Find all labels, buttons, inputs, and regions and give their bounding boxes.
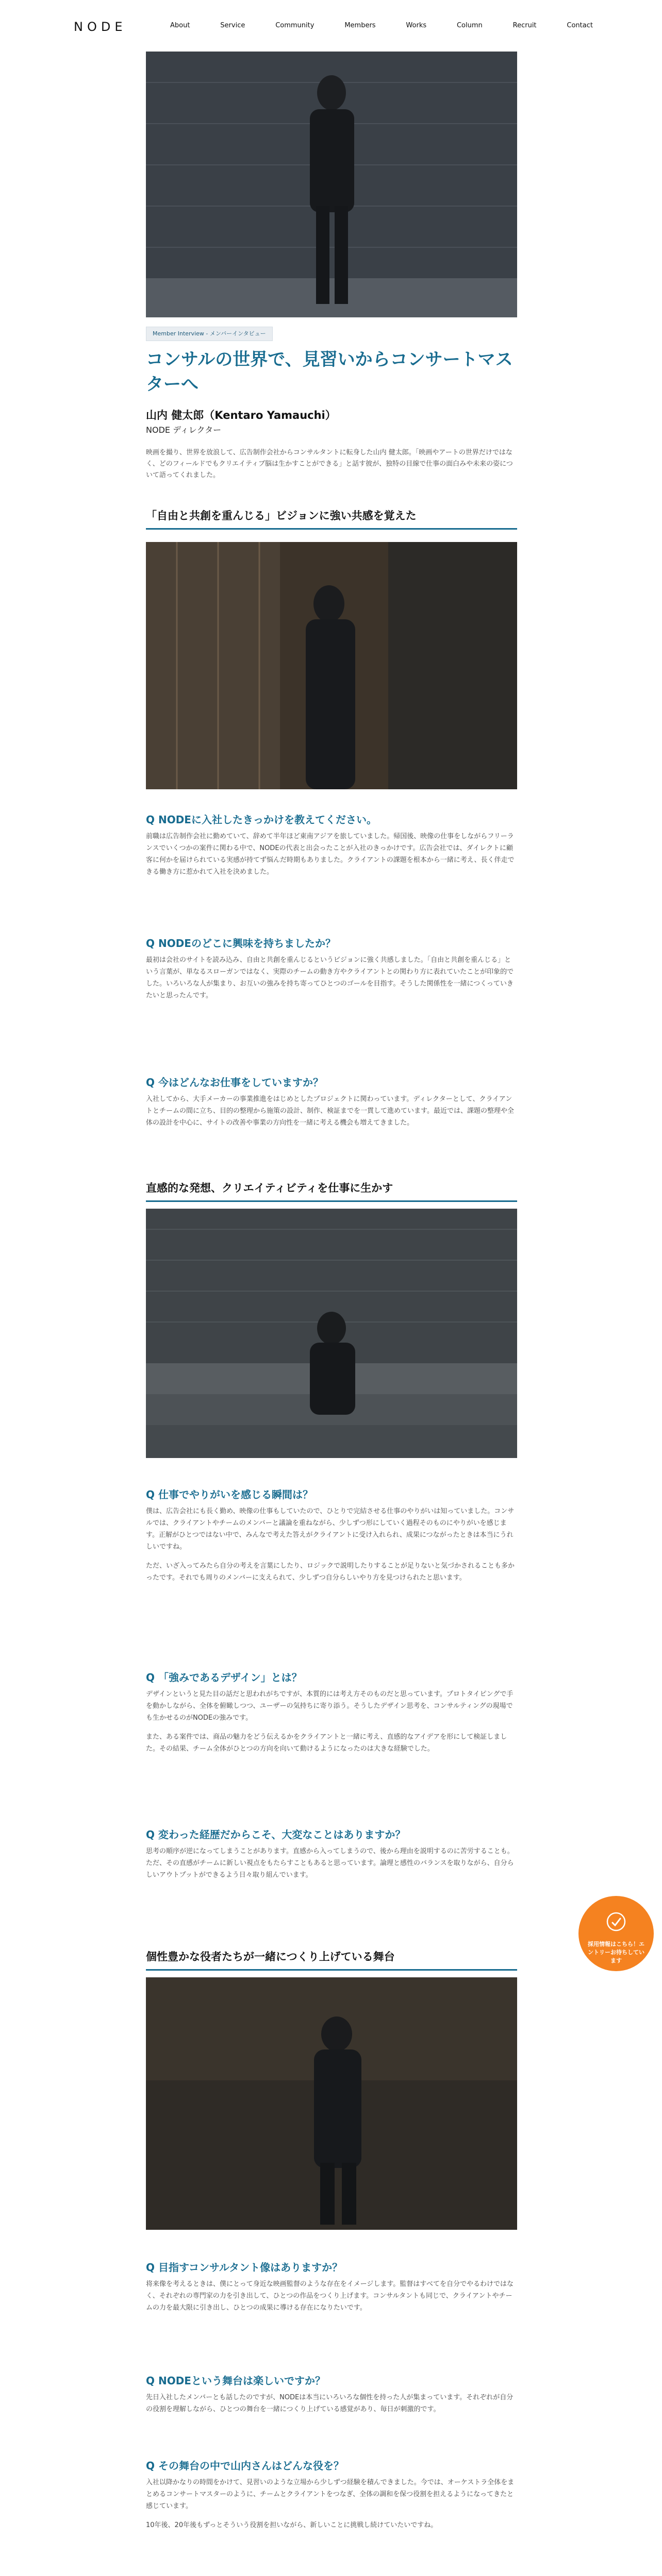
hand-icon [606, 1911, 626, 1932]
nav-about[interactable]: About [170, 22, 190, 29]
lead-text: 映画を撮り、世界を放浪して、広告制作会社からコンサルタントに転身した山内 健太郎。「映画やアートの世界だけではなく、どのフィールドでもクリエイティブ脳は生かすことができる」と話す彼が、独特の目線で仕事の面白みや未来の姿について語ってくれました。 [146, 449, 513, 479]
person-role: NODE ディレクター [146, 425, 222, 435]
question-6: Q 変わった経歴だからこそ、大変なことはありますか？ [146, 1828, 406, 1841]
answer-1 [146, 831, 517, 885]
nav-members[interactable]: Members [344, 22, 376, 29]
answer-paragraph: また、ある案件では、商品の魅力をどう伝えるかをクライアントと一緒に考え、直感的なアイデアを形にして検証しました。その結果、チーム全体がひとつの方向を向いて動けるようになったのは大きな経験でした。 [146, 1733, 507, 1753]
hero-photo [146, 52, 517, 317]
recruit-floating-button[interactable] [578, 1896, 654, 1971]
section-photo-2 [146, 1209, 517, 1458]
question-1: Q NODEに入社したきっかけを教えてください。 [146, 814, 377, 826]
question-7: Q 目指すコンサルタント像はありますか？ [146, 2261, 343, 2274]
question-3: Q 今はどんなお仕事をしていますか？ [146, 1076, 323, 1089]
answer-paragraph: 入社してから、大手メーカーの事業推進をはじめとしたプロジェクトに関わっています。ディレクターとして、クライアントとチームの間に立ち、目的の整理から施策の設計、制作、検証までを一貫して進めています。最近では、課題の整理や全体の設計を中心に、サイトの改善や事業の方向性を一緒に考える機会も増えてきました。 [146, 1095, 514, 1127]
nav-recruit[interactable]: Recruit [512, 22, 537, 29]
answer-paragraph: 10年後、20年後もずっとそういう役割を担いながら、新しいことに挑戦し続けていたいですね。 [146, 2521, 438, 2529]
answer-paragraph: 思考の順序が逆になってしまうことがあります。直感から入ってしまうので、後から理由を説明するのに苦労することも。ただ、その直感がチームに新しい視点をもたらすこともあると思っています。論理と感性のバランスを取りながら、自分らしいアウトプットができるよう日々取り組んでいます。 [146, 1848, 514, 1879]
answer-paragraph: 前職は広告制作会社に勤めていて、辞めて半年ほど東南アジアを旅していました。帰国後、映像の仕事をしながらフリーランスでいくつかの案件に関わる中で、NODEの代表と出会ったことが入社のきっかけです。広告会社では、ダイレクトに顧客に何かを届けられている実感が持てず悩んだ時期もありました。クライアントの課題を根本から一緒に考え、長く伴走できる働き方に惹かれて入社を決めました。 [146, 833, 515, 876]
answer-paragraph: 最初は会社のサイトを読み込み、自由と共創を重んじるというビジョンに強く共感しました。「自由と共創を重んじる」という言葉が、単なるスローガンではなく、実際のチームの動き方やクライアントとの関わり方に表れていたことが印象的でした。いろいろな人が集まり、お互いの強みを持ち寄ってひとつのゴールを目指す。そうした関係性を一緒につくっていきたいと思ったんです。 [146, 956, 514, 999]
answer-2 [146, 954, 517, 1009]
page-title: コンサルの世界で、見習いからコンサートマスターへ [146, 349, 513, 395]
nav-service[interactable]: Service [220, 22, 245, 29]
site-header [0, 0, 662, 52]
answer-8 [146, 2392, 517, 2422]
answer-paragraph: 入社以降かなりの時間をかけて、見習いのような立場から少しずつ経験を積んできました。今では、オーケストラ全体をまとめるコンサートマスターのように、チームとクライアントをつなぎ、全体の調和を保つ役割を担えるようになってきたと感じています。 [146, 2479, 515, 2510]
answer-paragraph: 僕は、広告会社にも長く勤め、映像の仕事もしていたので、ひとりで完結させる仕事のやりがいは知っていました。コンサルでは、クライアントやチームのメンバーと議論を重ねながら、少しずつ形にしていく過程そのものにやりがいを感じます。正解がひとつではない中で、みんなで考えた答えがクライアントに受け入れられ、成果につながったときは本当にうれしいですね。 [146, 1507, 515, 1551]
answer-paragraph: ただ、いざ入ってみたら自分の考えを言葉にしたり、ロジックで説明したりすることが足りないと気づかされることも多かったです。それでも周りのメンバーに支えられて、少しずつ自分らしいやり方を見つけられたと思います。 [146, 1562, 515, 1582]
nav-column[interactable]: Column [456, 22, 483, 29]
question-2: Q NODEのどこに興味を持ちましたか？ [146, 937, 336, 950]
section-photo-1 [146, 542, 517, 789]
answer-6 [146, 1845, 517, 1888]
section-photo-3 [146, 1977, 517, 2230]
answer-paragraph: デザインというと見た目の話だと思われがちですが、本質的には考え方そのものだと思っています。プロトタイピングで手を動かしながら、全体を俯瞰しつつ、ユーザーの気持ちに寄り添う。そうしたデザイン思考を、コンサルティングの現場でも生かせるのがNODEの強みです。 [146, 1690, 514, 1722]
nav-works[interactable]: Works [406, 22, 427, 29]
site-logo[interactable]: NODE [74, 20, 127, 34]
answer-paragraph: 将来像を考えるときは、僕にとって身近な映画監督のような存在をイメージします。監督はすべてを自分でやるわけではなく、それぞれの専門家の力を引き出して、ひとつの作品をつくり上げます。コンサルタントも同じで、クライアントやチームの力を最大限に引き出し、ひとつの成果に導ける存在になりたいです。 [146, 2280, 514, 2312]
answer-9 [146, 2477, 517, 2538]
nav-community[interactable]: Community [275, 22, 315, 29]
answer-paragraph: 先日入社したメンバーとも話したのですが、NODEは本当にいろいろな個性を持った人が集まっています。それぞれが自分の役割を理解しながら、ひとつの舞台を一緒につくり上げている感覚があり、毎日が刺激的です。 [146, 2394, 514, 2413]
answer-3 [146, 1093, 517, 1136]
answer-7 [146, 2278, 517, 2321]
question-4: Q 仕事でやりがいを感じる瞬間は？ [146, 1488, 313, 1501]
recruit-floating-label: 採用情報はこちら！エントリーお待ちしています [588, 1941, 644, 1964]
person-name: 山内 健太郎（Kentaro Yamauchi） [146, 409, 336, 421]
answer-5 [146, 1688, 517, 1762]
nav-contact[interactable]: Contact [567, 22, 593, 29]
global-nav [170, 22, 593, 32]
section-heading-2: 直感的な発想、クリエイティビティを仕事に生かす [146, 1180, 517, 1202]
question-5: Q 「強みであるデザイン」とは？ [146, 1671, 302, 1684]
interview-badge: Member Interview - メンバーインタビュー [146, 327, 273, 341]
section-heading-1: 「自由と共創を重んじる」ビジョンに強い共感を覚えた [146, 507, 517, 530]
question-8: Q NODEという舞台は楽しいですか？ [146, 2375, 325, 2387]
question-9: Q その舞台の中で山内さんはどんな役を？ [146, 2460, 344, 2472]
section-heading-3: 個性豊かな役者たちが一緒につくり上げている舞台 [146, 1948, 517, 1971]
answer-4 [146, 1505, 517, 1591]
